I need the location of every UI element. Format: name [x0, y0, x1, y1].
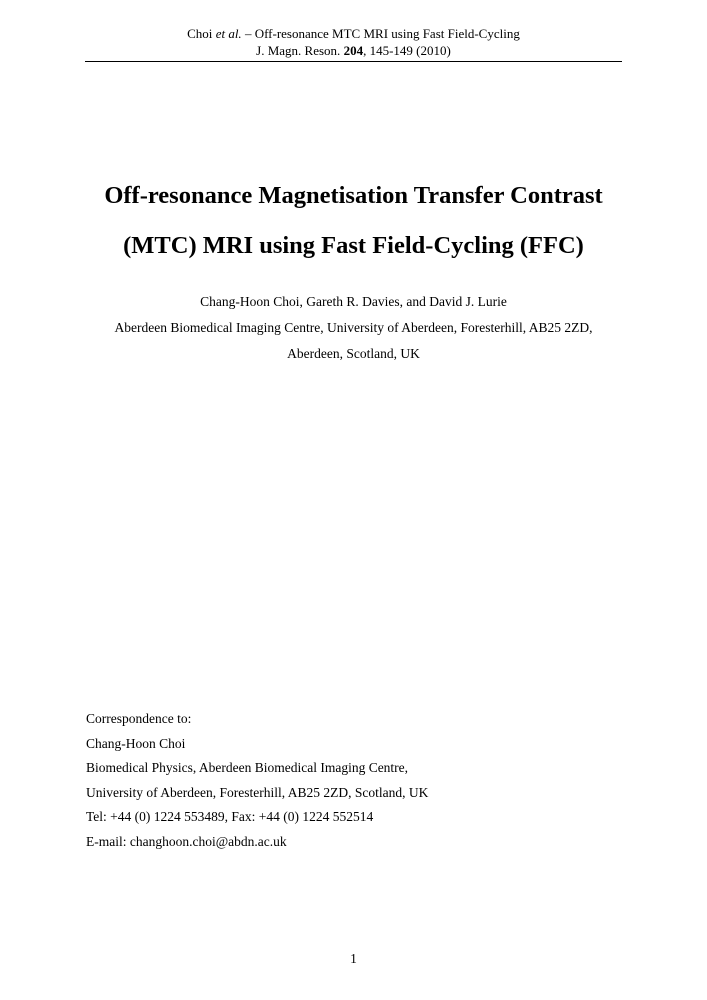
correspondence-address: University of Aberdeen, Foresterhill, AB25 2ZD, Scotland, UK: [86, 784, 429, 800]
correspondence-name: Chang-Hoon Choi: [86, 735, 186, 751]
correspondence-block: [86, 707, 646, 854]
paper-title: [40, 171, 667, 271]
correspondence-email: E-mail: changhoon.choi@abdn.ac.uk: [86, 833, 287, 849]
running-header: [85, 25, 622, 59]
header-pages-year: , 145-149 (2010): [363, 43, 451, 58]
page-number: 1: [350, 951, 357, 966]
correspondence-department: Biomedical Physics, Aberdeen Biomedical Imaging Centre,: [86, 760, 409, 775]
header-volume: 204: [343, 43, 364, 58]
title-line-1: Off-resonance Magnetisation Transfer Contrast: [104, 182, 603, 209]
header-et-al: et al.: [215, 26, 242, 41]
author-block: [40, 289, 667, 367]
affiliation-line-1: Aberdeen Biomedical Imaging Centre, University of Aberdeen, Foresterhill, AB25 2ZD,: [114, 320, 593, 335]
header-journal: J. Magn. Reson.: [256, 43, 344, 58]
header-short-title: – Off-resonance MTC MRI using Fast Field-Cycling: [241, 26, 520, 41]
header-author: Choi: [187, 26, 216, 41]
running-header-line-2: [85, 42, 622, 59]
affiliation-line-2: Aberdeen, Scotland, UK: [287, 346, 420, 361]
correspondence-phone-fax: Tel: +44 (0) 1224 553489, Fax: +44 (0) 1224 552514: [86, 809, 374, 824]
author-names: Chang-Hoon Choi, Gareth R. Davies, and David J. Lurie: [200, 294, 507, 309]
running-header-line-1: [85, 25, 622, 42]
title-line-2: (MTC) MRI using Fast Field-Cycling (FFC): [123, 232, 584, 259]
header-rule: [85, 61, 622, 62]
correspondence-heading: Correspondence to:: [86, 711, 192, 726]
